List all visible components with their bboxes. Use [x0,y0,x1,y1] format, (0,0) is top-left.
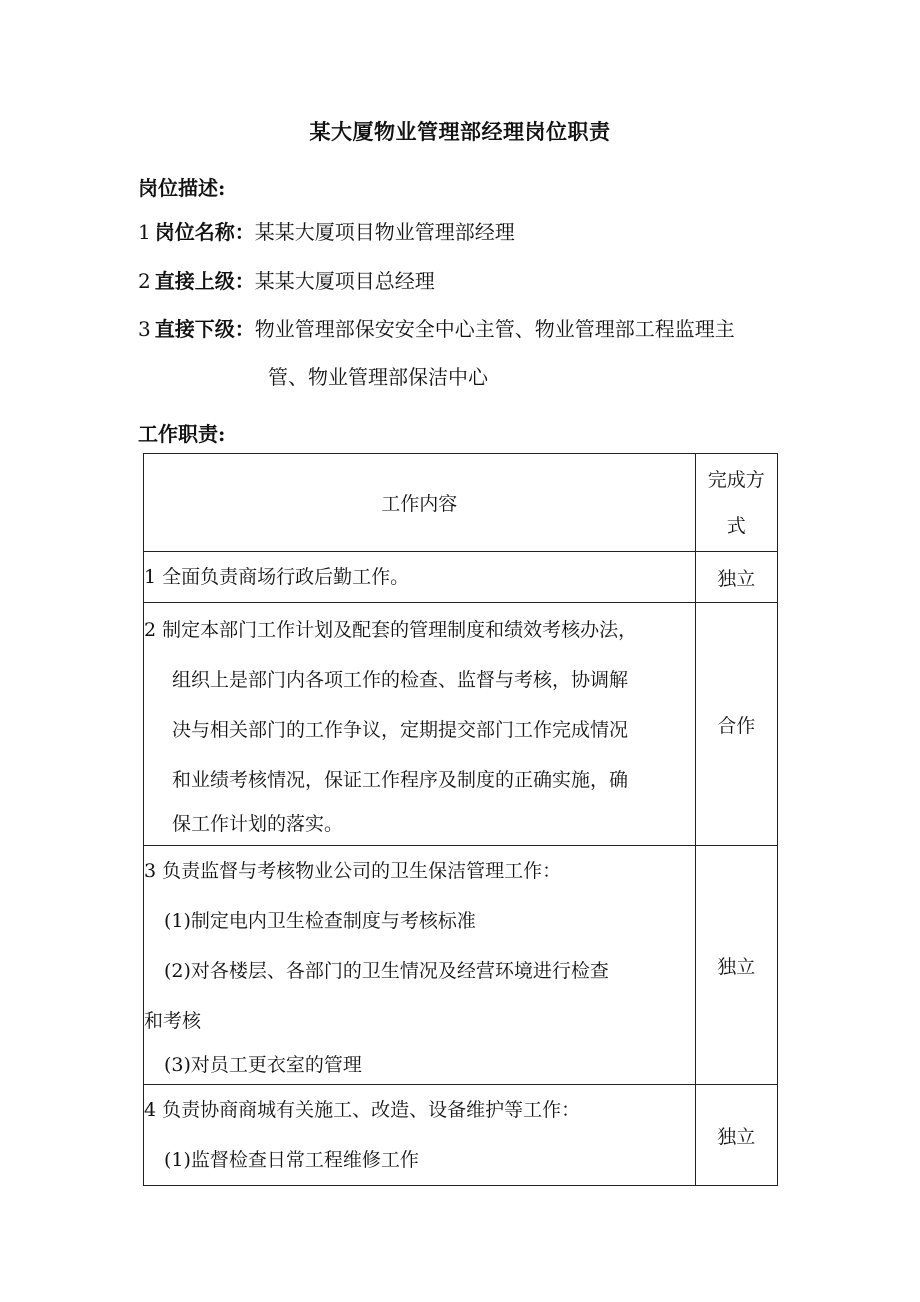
direct-subordinate-number: 3 [138,317,151,341]
table-header-row [144,454,778,552]
duty-3-line-5: (3)对员工更衣室的管理 [164,1054,362,1076]
duties-heading: 工作职责: [138,422,226,446]
duty-3-line-3: (2)对各楼层、各部门的卫生情况及经营环境进行检查 [164,960,609,982]
table-row [144,552,778,603]
header-mode [695,454,777,552]
duty-2-line-3: 决与相关部门的工作争议，定期提交部门工作完成情况 [172,719,629,741]
description-heading: 岗位描述: [138,176,226,200]
duty-2-mode: 合作 [695,603,777,846]
duty-2-line-1: 2 制定本部门工作计划及配套的管理制度和绩效考核办法， [144,619,638,641]
duty-2-line-4: 和业绩考核情况，保证工作程序及制度的正确实施，确 [172,769,629,791]
direct-superior-line [138,265,435,294]
duty-4-mode: 独立 [695,1085,777,1186]
header-content: 工作内容 [144,454,696,552]
direct-subordinate-line [138,313,735,342]
duty-2-line-2: 组织上是部门内各项工作的检查、监督与考核，协调解 [172,669,629,691]
table-row [144,846,778,1085]
duty-3-content [144,846,696,1085]
position-name-value: 某某大厦项目物业管理部经理 [254,220,515,244]
table-row [144,603,778,846]
duty-2-line-5: 保工作计划的落实。 [172,813,344,835]
page-title: 某大厦物业管理部经理岗位职责 [309,119,611,144]
direct-superior-value: 某某大厦项目总经理 [254,269,435,293]
direct-subordinate-value-1: 物业管理部保安安全中心主管、物业管理部工程监理主 [254,317,735,341]
header-mode-line-1: 完成方 [707,468,765,491]
direct-superior-number: 2 [138,269,151,293]
position-name-line [138,216,515,245]
position-name-number: 1 [138,220,151,244]
table-row [144,1085,778,1186]
duty-4-line-1: 4 负责协商商城有关施工、改造、设备维护等工作： [144,1099,581,1121]
position-name-label: 岗位名称： [154,220,255,244]
duty-1-line-1: 1 全面负责商场行政后勤工作。 [144,566,410,588]
duty-4-line-2: (1)监督检查日常工程维修工作 [164,1149,419,1171]
duty-3-line-1: 3 负责监督与考核物业公司的卫生保洁管理工作： [144,860,562,882]
header-mode-line-2: 式 [726,514,746,537]
duty-1-content [144,552,696,603]
duties-table [143,453,778,1186]
direct-superior-label: 直接上级： [154,269,255,293]
duty-3-line-2: (1)制定电内卫生检查制度与考核标准 [164,910,476,932]
duty-3-mode: 独立 [695,846,777,1085]
duty-1-mode: 独立 [695,552,777,603]
duty-4-content [144,1085,696,1186]
direct-subordinate-label: 直接下级： [154,317,255,341]
duty-2-content [144,603,696,846]
direct-subordinate-value-2: 管、物业管理部保洁中心 [268,365,488,389]
duty-3-line-4: 和考核 [144,1010,202,1032]
